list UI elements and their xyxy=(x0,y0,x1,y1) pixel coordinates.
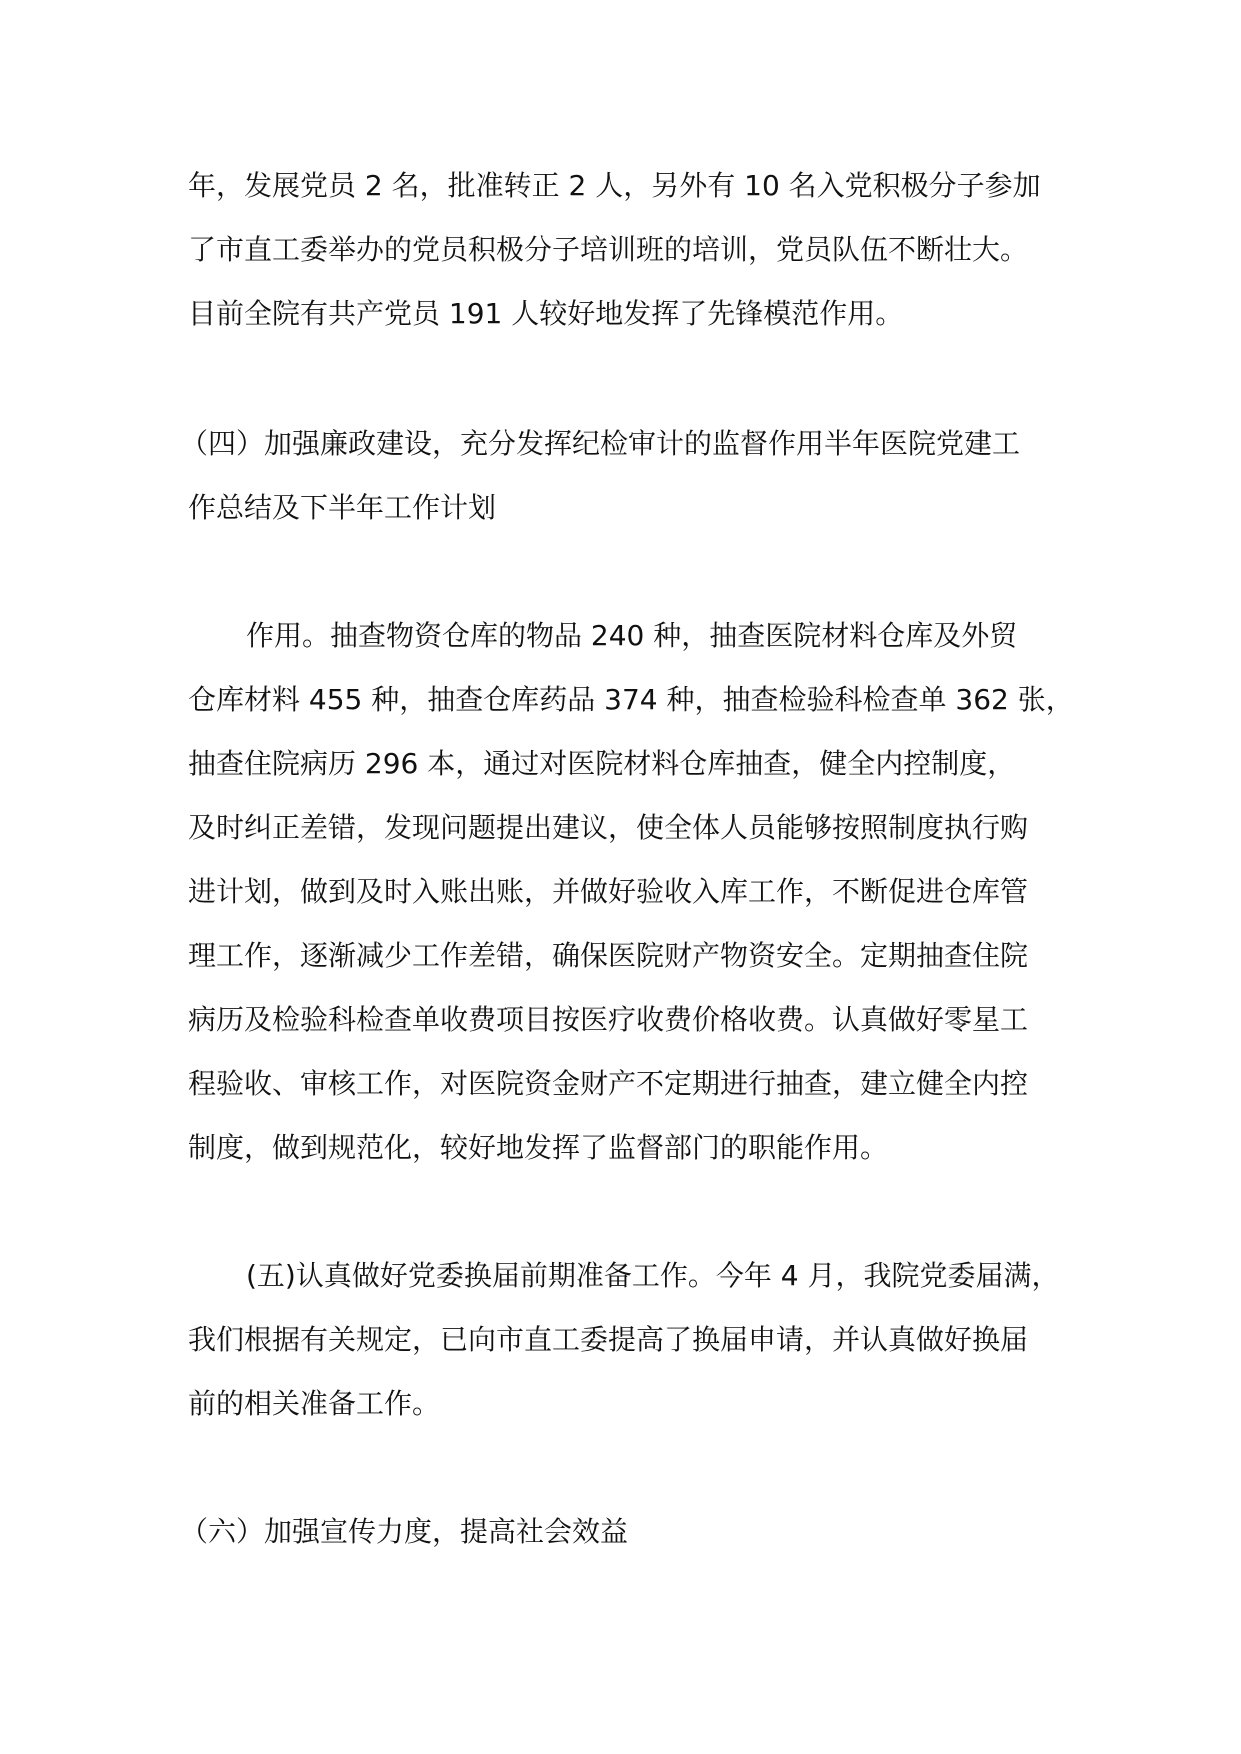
text-line: 我们根据有关规定，已向市直工委提高了换届申请，并认真做好换届 xyxy=(188,1323,1029,1356)
text-line: 年，发展党员 2 名，批准转正 2 人，另外有 10 名入党积极分子参加 xyxy=(188,169,1041,202)
heading-line: （六）加强宣传力度，提高社会效益 xyxy=(180,1515,629,1548)
text-line: 病历及检验科检查单收费项目按医疗收费价格收费。认真做好零星工 xyxy=(188,1003,1029,1036)
text-line: 抽查住院病历 296 本，通过对医院材料仓库抽查，健全内控制度， xyxy=(188,747,1016,780)
text-line: 及时纠正差错，发现问题提出建议，使全体人员能够按照制度执行购 xyxy=(188,811,1029,844)
text-line: 作用。抽查物资仓库的物品 240 种，抽查医院材料仓库及外贸 xyxy=(246,619,1018,652)
heading-line: 作总结及下半年工作计划 xyxy=(188,491,497,524)
text-line: 前的相关准备工作。 xyxy=(188,1387,441,1420)
text-line: 程验收、审核工作，对医院资金财产不定期进行抽查，建立健全内控 xyxy=(188,1067,1029,1100)
text-line: 进计划，做到及时入账出账，并做好验收入库工作，不断促进仓库管 xyxy=(188,875,1029,908)
text-line: (五)认真做好党委换届前期准备工作。今年 4 月，我院党委届满， xyxy=(246,1259,1060,1292)
text-line: 理工作，逐渐减少工作差错，确保医院财产物资安全。定期抽查住院 xyxy=(188,939,1029,972)
text-line: 目前全院有共产党员 191 人较好地发挥了先锋模范作用。 xyxy=(188,297,904,330)
heading-line: （四）加强廉政建设，充分发挥纪检审计的监督作用半年医院党建工 xyxy=(180,427,1021,460)
text-line: 仓库材料 455 种，抽查仓库药品 374 种，抽查检验科检查单 362 张， xyxy=(188,683,1074,716)
text-line: 了市直工委举办的党员积极分子培训班的培训，党员队伍不断壮大。 xyxy=(188,233,1029,266)
text-line: 制度，做到规范化，较好地发挥了监督部门的职能作用。 xyxy=(188,1131,889,1164)
